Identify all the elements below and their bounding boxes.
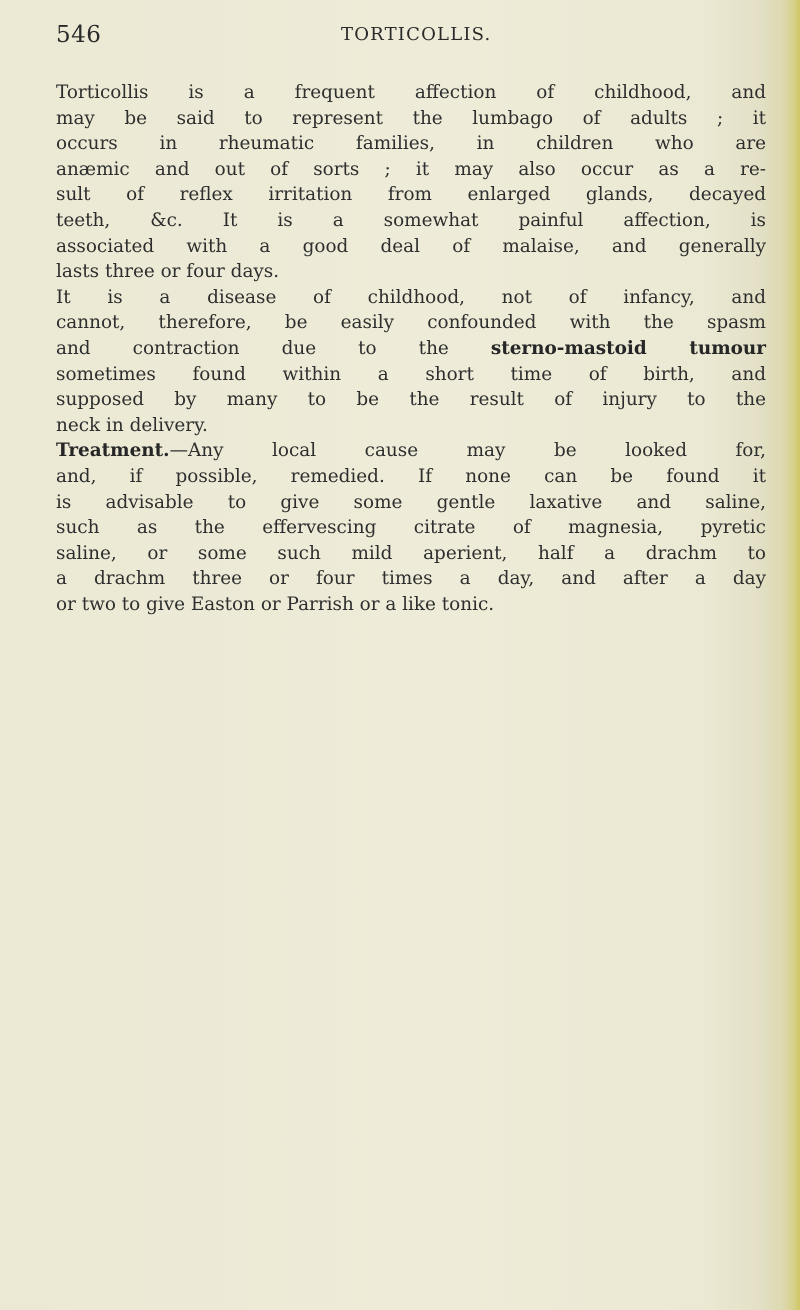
- text-line-content: saline, or some such mild aperient, half a drachm to: [56, 542, 766, 564]
- text-line: [56, 182, 766, 208]
- text-line: [56, 336, 766, 362]
- text-line: [56, 131, 766, 157]
- page-header: [56, 22, 756, 52]
- text-line-post: —Any local cause may be looked for,: [169, 440, 766, 462]
- text-line: [56, 157, 766, 183]
- text-line-content: a drachm three or four times a day, and after a day: [56, 568, 766, 590]
- text-line: [56, 310, 766, 336]
- text-line-content: teeth, &c. It is a somewhat painful affection, is: [56, 209, 766, 231]
- text-line: [56, 490, 766, 516]
- text-line-content: Torticollis is a frequent affection of childhood, and: [56, 82, 766, 103]
- text-line-pre: and contraction due to the: [56, 337, 491, 359]
- text-line: [56, 413, 766, 439]
- text-line-content: supposed by many to be the result of injury to the: [56, 389, 766, 411]
- page-edge-shadow: [784, 0, 800, 1310]
- text-line: [56, 80, 766, 106]
- text-line: [56, 234, 766, 260]
- text-line: [56, 259, 766, 285]
- text-line-content: and, if possible, remedied. If none can be found it: [56, 465, 766, 487]
- text-line: [56, 566, 766, 592]
- text-line-content: sometimes found within a short time of birth, and: [56, 363, 766, 385]
- text-line: [56, 362, 766, 388]
- text-line-content: sult of reflex irritation from enlarged glands, decayed: [56, 184, 766, 206]
- bold-term: Treatment.: [56, 440, 170, 462]
- running-head: TORTICOLLIS.: [341, 24, 492, 45]
- text-line: [56, 106, 766, 132]
- text-line: [56, 515, 766, 541]
- text-line-content: cannot, therefore, be easily confounded with the spasm: [56, 312, 766, 334]
- text-line: [56, 387, 766, 413]
- text-line: [56, 592, 766, 618]
- text-line-content: neck in delivery.: [56, 414, 208, 436]
- text-line-content: occurs in rheumatic families, in children who are: [56, 133, 766, 155]
- text-line-content: is advisable to give some gentle laxative and saline,: [56, 491, 766, 513]
- text-line: [56, 464, 766, 490]
- text-line-content: such as the effervescing citrate of magnesia, pyretic: [56, 517, 766, 539]
- text-line-content: It is a disease of childhood, not of infancy, and: [56, 286, 766, 308]
- text-line: [56, 438, 766, 464]
- text-line: [56, 285, 766, 311]
- bold-term: sterno-mastoid tumour: [490, 337, 766, 359]
- text-line-content: anæmic and out of sorts ; it may also occur as a re-: [56, 158, 766, 180]
- text-line-content: associated with a good deal of malaise, and generally: [56, 235, 766, 257]
- text-line-content: may be said to represent the lumbago of adults ; it: [56, 107, 766, 129]
- text-line: [56, 208, 766, 234]
- body-text: [56, 80, 766, 617]
- text-line-content: lasts three or four days.: [56, 261, 280, 283]
- text-line-content: or two to give Easton or Parrish or a like tonic.: [56, 593, 495, 615]
- text-line: [56, 541, 766, 567]
- page-number: 546: [56, 22, 102, 48]
